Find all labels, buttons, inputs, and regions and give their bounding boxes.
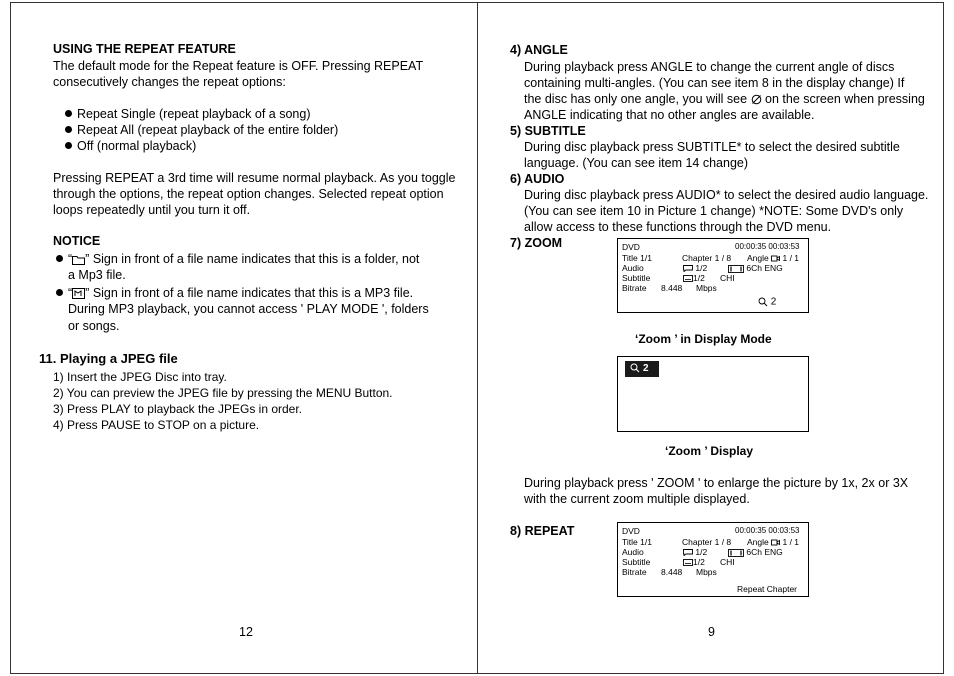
osd-repeat-status: Repeat Chapter bbox=[737, 584, 798, 594]
zoom-text-line-1: During playback press ' ZOOM ' to enlarge the picture by 1x, 2x or 3X bbox=[524, 476, 909, 490]
osd-chapter: Chapter 1 / 8 bbox=[682, 253, 732, 263]
audio-heading: 6) AUDIO bbox=[510, 172, 565, 186]
notice-mp3-line-1: “ ” Sign in front of a file name indicates that this is a MP3 file. bbox=[68, 286, 414, 300]
angle-heading: 4) ANGLE bbox=[510, 43, 568, 57]
osd-audio-label: Audio bbox=[622, 263, 644, 273]
notice-mp3-line-2: During MP3 playback, you cannot access ' PLAY MODE ', folders bbox=[68, 302, 429, 316]
bullet-icon bbox=[56, 255, 63, 262]
osd-bitrate-unit: Mbps bbox=[696, 567, 717, 577]
osd-angle: Angle 1 / 1 bbox=[747, 253, 800, 263]
subtitle-icon bbox=[683, 275, 693, 282]
jpeg-step-2: 2) You can preview the JPEG file by pressing the MENU Button. bbox=[53, 386, 393, 400]
osd-bitrate-label: Bitrate bbox=[622, 283, 647, 293]
dolby-icon bbox=[728, 265, 744, 273]
notice-heading: NOTICE bbox=[53, 234, 101, 248]
subtitle-text-line-1: During disc playback press SUBTITLE* to select the desired subtitle bbox=[524, 140, 900, 154]
zoom-caption-display-mode: ‘Zoom ’ in Display Mode bbox=[635, 332, 772, 346]
repeat-option-single: Repeat Single (repeat playback of a song) bbox=[77, 107, 311, 121]
jpeg-step-4: 4) Press PAUSE to STOP on a picture. bbox=[53, 418, 260, 432]
repeat-intro-line-1: The default mode for the Repeat feature is OFF. Pressing REPEAT bbox=[53, 59, 424, 73]
osd-subtitle-value: 1/2 bbox=[683, 273, 705, 283]
bullet-icon bbox=[65, 110, 72, 117]
left-page bbox=[10, 2, 478, 674]
osd-zoom-indicator: 2 bbox=[758, 297, 776, 308]
osd-bitrate-value: 8.448 bbox=[661, 283, 683, 293]
osd-zoom-display bbox=[617, 356, 809, 432]
dolby-icon bbox=[728, 549, 744, 557]
audio-text-line-2: (You can see item 10 in Picture 1 change) *NOTE: Some DVD's only bbox=[524, 204, 904, 218]
audio-speech-icon bbox=[683, 549, 693, 556]
zoom-heading: 7) ZOOM bbox=[510, 236, 563, 250]
osd-repeat bbox=[617, 522, 809, 597]
osd-bitrate-unit: Mbps bbox=[696, 283, 717, 293]
osd-chapter: Chapter 1 / 8 bbox=[682, 537, 732, 547]
mp3-file-icon bbox=[72, 288, 85, 299]
osd-audio-label: Audio bbox=[622, 547, 644, 557]
zoom-level-badge: 2 bbox=[625, 361, 659, 377]
repeat-option-off: Off (normal playback) bbox=[77, 139, 197, 153]
osd-audio-channel: 6Ch ENG bbox=[728, 547, 783, 557]
osd-bitrate-value: 8.448 bbox=[661, 567, 683, 577]
bullet-icon bbox=[65, 126, 72, 133]
osd-times: 00:00:35 00:03:53 bbox=[735, 526, 800, 535]
no-angle-icon bbox=[751, 94, 762, 105]
osd-subtitle-label: Subtitle bbox=[622, 557, 651, 567]
zoom-caption-display: ‘Zoom ’ Display bbox=[665, 444, 754, 458]
notice-mp3-line-3: or songs. bbox=[68, 319, 120, 333]
angle-text-line-4: ANGLE indicating that no other angles are available. bbox=[524, 108, 815, 122]
osd-audio-value: 1/2 bbox=[683, 263, 707, 273]
repeat-heading: 8) REPEAT bbox=[510, 524, 575, 538]
osd-subtitle-lang: CHI bbox=[720, 273, 735, 283]
magnifier-icon bbox=[630, 363, 640, 373]
audio-text-line-3: allow access to these functions through the DVD menu. bbox=[524, 220, 832, 234]
osd-zoom-display-mode bbox=[617, 238, 809, 313]
osd-subtitle-label: Subtitle bbox=[622, 273, 651, 283]
repeat-intro-line-2: consecutively changes the repeat options: bbox=[53, 75, 286, 89]
osd-audio-channel: 6Ch ENG bbox=[728, 263, 783, 273]
folder-icon bbox=[72, 255, 85, 265]
camera-angle-icon bbox=[771, 539, 780, 546]
osd-subtitle-lang: CHI bbox=[720, 557, 735, 567]
subtitle-heading: 5) SUBTITLE bbox=[510, 124, 586, 138]
repeat-outro-line-1: Pressing REPEAT a 3rd time will resume normal playback. As you toggle bbox=[53, 171, 456, 185]
repeat-feature-heading: USING THE REPEAT FEATURE bbox=[53, 42, 236, 56]
subtitle-text-line-2: language. (You can see item 14 change) bbox=[524, 156, 749, 170]
repeat-outro-line-3: loops repeatedly until you turn it off. bbox=[53, 203, 251, 217]
osd-dvd-label: DVD bbox=[622, 526, 640, 536]
repeat-option-all: Repeat All (repeat playback of the entire folder) bbox=[77, 123, 339, 137]
jpeg-step-1: 1) Insert the JPEG Disc into tray. bbox=[53, 370, 227, 384]
zoom-text-line-2: with the current zoom multiple displayed. bbox=[524, 492, 750, 506]
notice-folder-line-2: a Mp3 file. bbox=[68, 268, 126, 282]
bullet-icon bbox=[65, 142, 72, 149]
subtitle-icon bbox=[683, 559, 693, 566]
jpeg-section-heading: 11. Playing a JPEG file bbox=[39, 351, 178, 366]
jpeg-step-3: 3) Press PLAY to playback the JPEGs in order. bbox=[53, 402, 303, 416]
notice-folder-line-1: “ ” Sign in front of a file name indicates that this is a folder, not bbox=[68, 252, 420, 266]
osd-bitrate-label: Bitrate bbox=[622, 567, 647, 577]
audio-text-line-1: During disc playback press AUDIO* to select the desired audio language. bbox=[524, 188, 929, 202]
repeat-outro-line-2: through the options, the repeat option changes. Selected repeat option bbox=[53, 187, 444, 201]
audio-speech-icon bbox=[683, 265, 693, 272]
magnifier-icon bbox=[758, 297, 768, 307]
osd-subtitle-value: 1/2 bbox=[683, 557, 705, 567]
bullet-icon bbox=[56, 289, 63, 296]
page-number-left: 12 bbox=[239, 625, 253, 639]
osd-dvd-label: DVD bbox=[622, 242, 640, 252]
camera-angle-icon bbox=[771, 255, 780, 262]
angle-text-line-2: containing multi-angles. (You can see item 8 in the display change) If bbox=[524, 76, 905, 90]
angle-text-line-1: During playback press ANGLE to change the current angle of discs bbox=[524, 60, 895, 74]
angle-text-line-3: the disc has only one angle, you will see on the screen when pressing bbox=[524, 92, 925, 106]
osd-times: 00:00:35 00:03:53 bbox=[735, 242, 800, 251]
osd-audio-value: 1/2 bbox=[683, 547, 707, 557]
osd-title: Title 1/1 bbox=[622, 537, 652, 547]
page-number-right: 9 bbox=[708, 625, 715, 639]
osd-angle: Angle 1 / 1 bbox=[747, 537, 800, 547]
osd-title: Title 1/1 bbox=[622, 253, 652, 263]
